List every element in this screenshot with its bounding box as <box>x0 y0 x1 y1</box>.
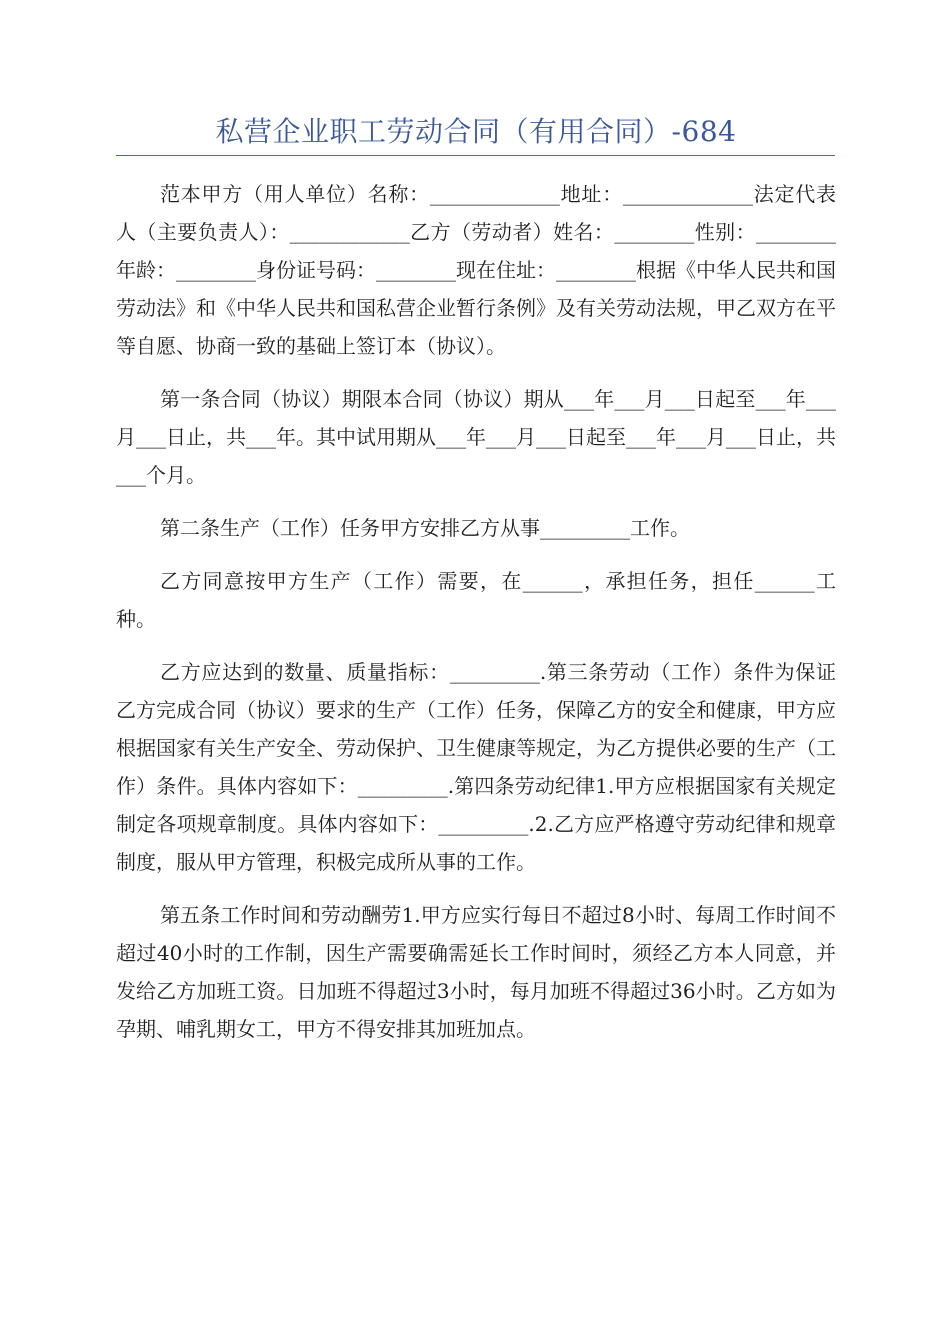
title-underline <box>116 155 835 156</box>
document-body <box>116 175 836 1063</box>
paragraph-article-5-hours: 第五条工作时间和劳动酬劳1.甲方应实行每日不超过8小时、每周工作时间不超过40小时的工作制，因生产需要确需延长工作时间时，须经乙方本人同意，并发给乙方加班工资。日加班不得超过3小时，每月加班不得超过36小时。乙方如为孕期、哺乳期女工，甲方不得安排其加班加点。 <box>116 903 836 1041</box>
paragraph-articles-3-4: 乙方应达到的数量、质量指标：_________.第三条劳动（工作）条件为保证乙方完成合同（协议）要求的生产（工作）任务，保障乙方的安全和健康，甲方应根据国家有关生产安全、劳动保护、卫生健康等规定，为乙方提供必要的生产（工作）条件。具体内容如下：_________.第四条劳动纪律1.甲方应根据国家有关规定制定各项规章制度。具体内容如下：_________.2.乙方应严格遵守劳动纪律和规章制度，服从甲方管理，积极完成所从事的工作。 <box>116 660 836 874</box>
paragraph-preamble: 范本甲方（用人单位）名称：_____________地址：_____________法定代表人（主要负责人）：____________乙方（劳动者）姓名：________性别：________年龄：________身份证号码：________现在住址：________根据《中华人民共和国劳动法》和《中华人民共和国私营企业暂行条例》及有关劳动法规，甲乙双方在平等自愿、协商一致的基础上签订本（协议）。 <box>116 182 836 358</box>
paragraph-job-assignment: 乙方同意按甲方生产（工作）需要，在______，承担任务，担任______工种。 <box>116 569 836 631</box>
document-title: 私营企业职工劳动合同（有用合同）-684 <box>215 115 737 148</box>
paragraph-article-1-term: 第一条合同（协议）期限本合同（协议）期从___年___月___日起至___年___月___日止，共___年。其中试用期从___年___月___日起至___年___月___日止，共___个月。 <box>116 387 836 487</box>
paragraph-article-2-task: 第二条生产（工作）任务甲方安排乙方从事_________工作。 <box>160 516 690 540</box>
